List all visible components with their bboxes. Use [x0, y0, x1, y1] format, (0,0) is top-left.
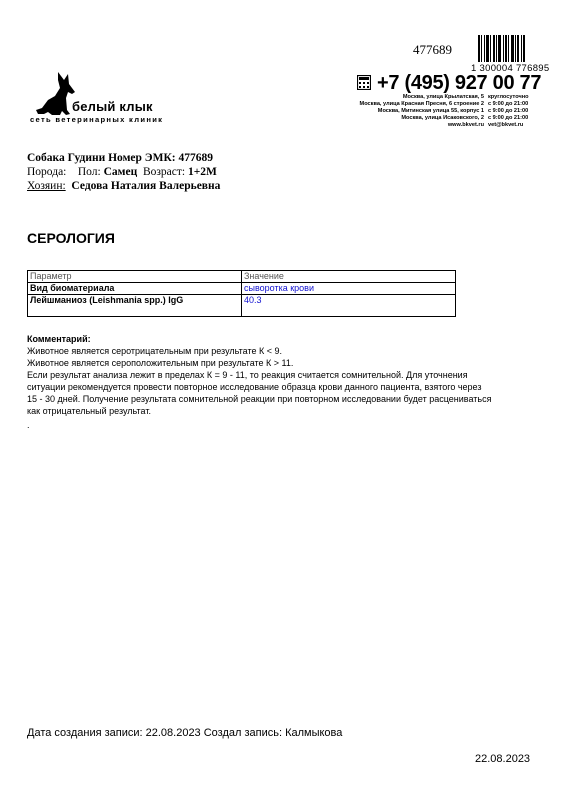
barcode-bar — [484, 35, 485, 62]
address-3: Москва, Митинская улица 55, корпус 1 — [377, 108, 484, 114]
logo-subtitle: сеть ветеринарных клиник — [30, 115, 164, 124]
barcode-bar — [511, 35, 514, 62]
row-param: Вид биоматериала — [28, 283, 242, 295]
section-title: СЕРОЛОГИЯ — [27, 230, 115, 246]
comment-line: Животное является сероположительным при результате К > 11. — [27, 358, 294, 368]
hours-2: с 9:00 до 21:00 — [488, 101, 529, 107]
header-param: Параметр — [28, 271, 242, 283]
comment-line: ситуации рекомендуется провести повторное исследование образца крови данного пациента, взятого через — [27, 382, 482, 392]
barcode-bar — [481, 35, 482, 62]
patient-line: Собака Гудини Номер ЭМК: 477689 — [27, 152, 213, 164]
address-2: Москва, улица Красная Пресня, 6 строение 2 — [359, 101, 484, 107]
comment-line: Животное является серотрицательным при результате К < 9. — [27, 346, 282, 356]
table-row — [28, 295, 456, 317]
breed-label: Порода: — [27, 166, 67, 178]
comment-line: 15 - 30 дней. Получение результата сомнительной реакции при повторном исследовании будет расцениваться — [27, 394, 492, 404]
phone-number: +7 (495) 927 00 77 — [377, 72, 542, 94]
comments-title: Комментарий: — [27, 334, 91, 344]
table-header-row — [28, 271, 456, 283]
age-value: 1+2М — [188, 166, 217, 178]
owner-label: Хозяин: — [27, 180, 66, 192]
barcode-bar — [486, 35, 489, 62]
hours-1: круглосуточно — [488, 94, 529, 100]
barcode-bar — [515, 35, 516, 62]
sex-label: Пол: — [77, 166, 101, 178]
results-table — [27, 270, 456, 317]
comment-line: Если результат анализа лежит в пределах К = 9 - 11, то реакция считается сомнительной. Для уточнения — [27, 370, 468, 380]
emk-number-top: 477689 — [413, 42, 452, 57]
row-value: 40.3 — [242, 295, 456, 317]
hours-4: с 9:00 до 21:00 — [488, 115, 529, 121]
footer-date: 22.08.2023 — [475, 753, 531, 765]
header-value: Значение — [242, 271, 456, 283]
address-4: Москва, улица Исаковского, 2 — [401, 115, 484, 121]
footer-record-info: Дата создания записи: 22.08.2023 Создал запись: Калмыкова — [27, 727, 343, 739]
barcode-bar — [508, 35, 509, 62]
owner-value: Седова Наталия Валерьевна — [71, 180, 221, 192]
row-value: сыворотка крови — [242, 283, 456, 295]
barcode-bar — [496, 35, 497, 62]
barcode-bar — [517, 35, 519, 62]
address-1: Москва, улица Крылатская, 5 — [402, 94, 484, 100]
website-link[interactable]: www.bkvet.ru — [447, 122, 484, 128]
barcode-number: 1 300004 776895 — [471, 63, 550, 74]
hours-3: с 9:00 до 21:00 — [488, 108, 529, 114]
barcode-bar — [505, 35, 507, 62]
barcode-bar — [503, 35, 504, 62]
barcode-bar — [521, 35, 522, 62]
logo-name: белый клык — [72, 99, 153, 114]
barcode-bar — [493, 35, 495, 62]
row-param: Лейшманиоз (Leishmania spp.) IgG — [28, 295, 242, 317]
patient-details — [27, 166, 217, 178]
email-link[interactable]: vet@bkvet.ru — [488, 122, 524, 128]
age-label: Возраст: — [142, 166, 186, 178]
barcode-bar — [490, 35, 491, 62]
barcode — [478, 35, 536, 62]
comments-block — [27, 333, 537, 417]
phone-icon — [357, 75, 371, 90]
separator-dot: . — [27, 420, 30, 430]
owner-line — [27, 180, 220, 192]
table-row — [28, 283, 456, 295]
barcode-bar — [498, 35, 501, 62]
sex-value: Самец — [103, 166, 138, 178]
barcode-bar — [523, 35, 525, 62]
barcode-bar — [478, 35, 480, 62]
comment-line: как отрицательный результат. — [27, 406, 151, 416]
